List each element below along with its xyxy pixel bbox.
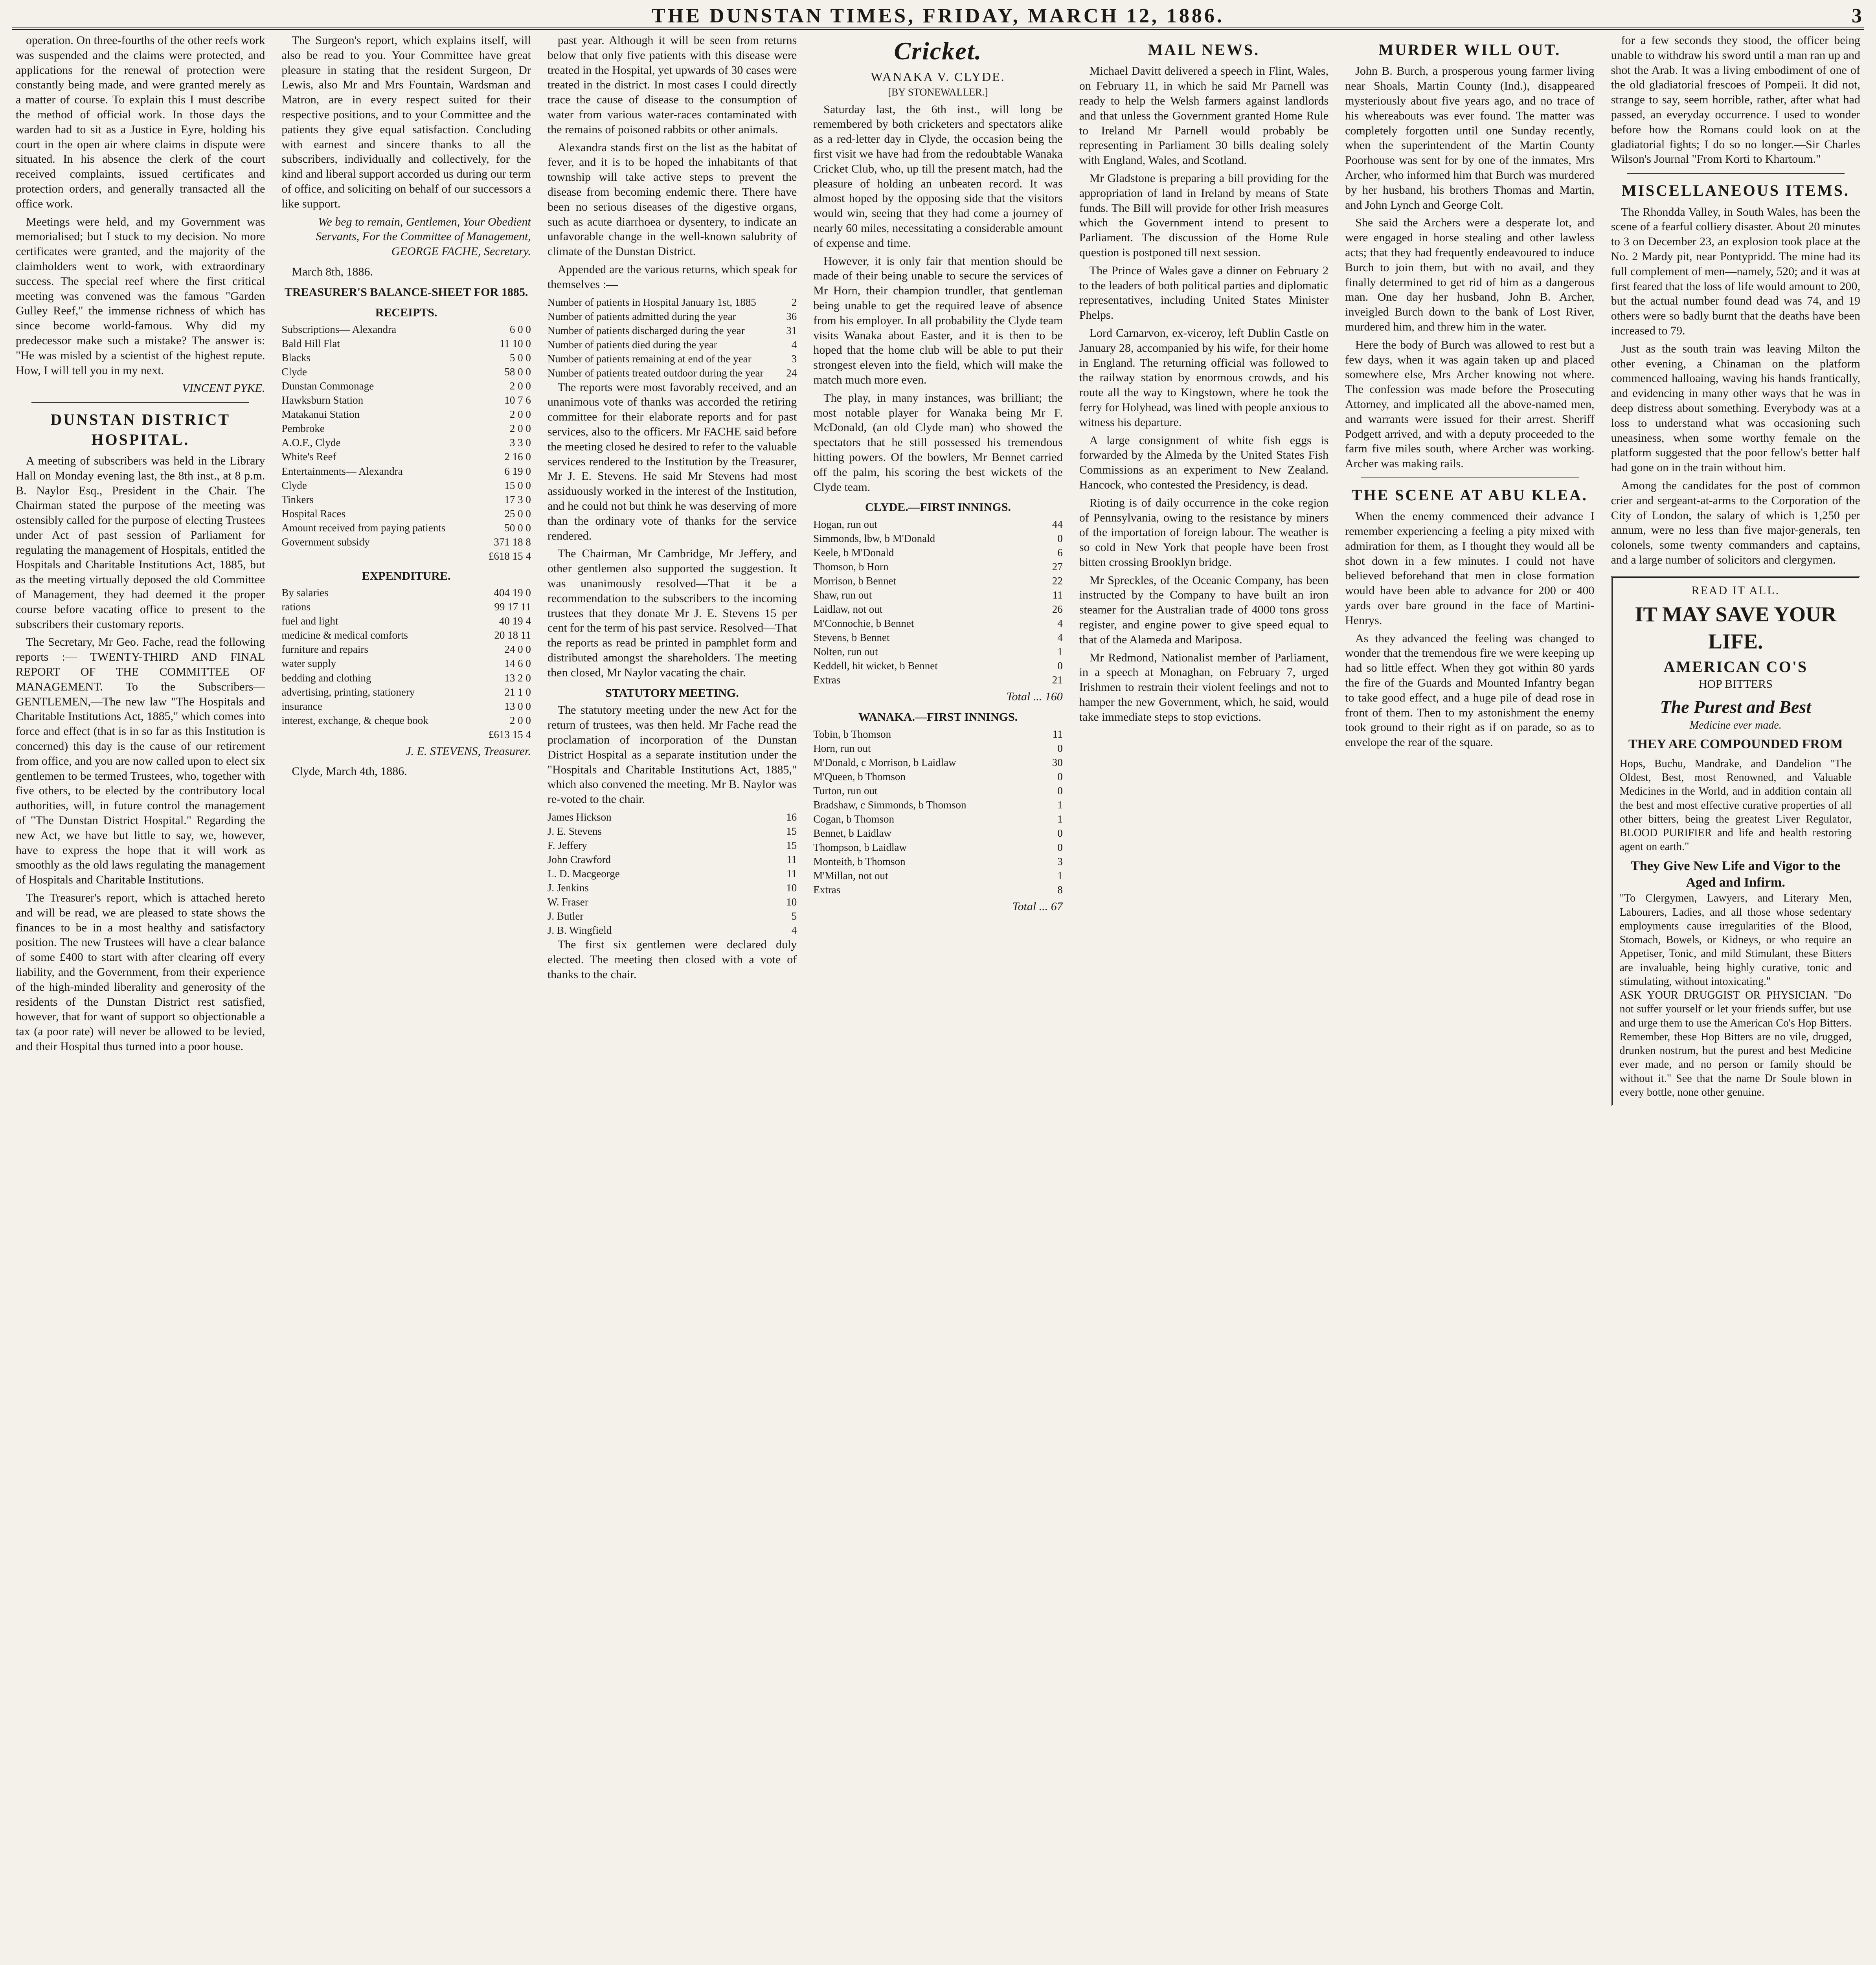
amount-cell: 17 3 0 — [504, 493, 531, 505]
ad-subtagline: Medicine ever made. — [1689, 719, 1782, 731]
batsman: Cogan, b Thomson — [813, 813, 895, 825]
table-row — [813, 869, 1062, 883]
ad-kicker: READ IT ALL. — [1691, 584, 1780, 597]
table-cell: Number of patients treated outdoor during the year — [547, 367, 764, 379]
article-paragraph: The Secretary, Mr Geo. Fache, read the following reports :— TWENTY-THIRD AND FINAL REPORT OF THE COMMITTEE OF MANAGEMENT. To the Subscribers— GENTLEMEN,—The new law "The Hospitals and Charitable Institutions Act, 1885," which comes into force and effect (that is in so far as this Institution is concerned) this day is the cause of our retirement from office, and you are now called upon to elect six gentlemen to be termed Trustees, who, together with five others, to be elected by the contributory local authorities, will, in future control the management of "The Dunstan District Hospital." Regarding the new Act, we have but little to say, we, however, have to express the hope that it will work as smoothly as the old laws regulating the management of Hospitals and Charitable Institutions. — [16, 635, 265, 887]
amount-cell: 371 18 8 — [494, 536, 531, 548]
table-row — [281, 685, 531, 699]
table-cell: insurance — [281, 700, 322, 712]
table-row — [548, 838, 797, 852]
ad-subheading: They Give New Life and Vigor to the Aged and Infirm. — [1631, 858, 1841, 890]
table-row — [813, 545, 1062, 560]
column-6 — [1341, 33, 1598, 1965]
table-cell: Dunstan Commonage — [281, 380, 374, 392]
table-cell: rations — [281, 601, 311, 613]
table-cell: interest, exchange, & cheque book — [281, 714, 428, 726]
table-row — [813, 727, 1062, 741]
batsman: Horn, run out — [813, 742, 871, 754]
runs: 0 — [1057, 771, 1063, 783]
table-row — [281, 507, 531, 521]
balance-sheet-title: TREASURER'S BALANCE-SHEET FOR 1885. — [284, 285, 528, 299]
article-paragraph: As they advanced the feeling was changed to wonder that the tremendous fire we were keeping up had so little effect. When they got within 80 yards the fire of the Guards and Mounted Infantry began to take good effect, and a huge pile of dead rose in front of them. Then to my astonishment the enemy took ground to their right as if on parade, so as to envelope the rear of the square. — [1345, 632, 1595, 749]
table-row — [281, 393, 531, 407]
expenditure-heading: EXPENDITURE. — [362, 569, 451, 582]
runs: 30 — [1052, 757, 1063, 769]
runs: 1 — [1057, 870, 1063, 882]
table-row — [813, 826, 1062, 840]
batsman: Hogan, run out — [813, 518, 878, 531]
value-cell: 2 — [791, 296, 797, 308]
table-row — [813, 531, 1062, 545]
article-paragraph: past year. Although it will be seen from returns below that only five patients with this disease were treated in the Hospital, yet upwards of 30 cases were treated in the district. In most cases I could directly trace the cause of disease to the consumption of water from various water-races contaminated with the remains of poisoned rabbits or other animals. — [547, 34, 797, 136]
table-row — [813, 854, 1062, 869]
column-4 — [809, 33, 1066, 1965]
news-paragraph: Mr Spreckles, of the Oceanic Company, has been instructed by the Company to have built an iron steamer for the Australian trade of 4000 tons gross register, and engine power to give speed equal to that of the Alameda and Mariposa. — [1079, 573, 1329, 646]
article-paragraph: When the enemy commenced their advance I remember experiencing a feeling a pity mixed with admiration for them, as I thought they would all be shot down in a few minutes. I could not have believed beforehand that men in close formation would have been able to advance for 200 or 400 yards over bare ground in the face of Martini-Henrys. — [1345, 510, 1595, 627]
table-cell: Subscriptions— Alexandra — [281, 323, 397, 336]
amount-cell: 58 0 0 — [504, 366, 531, 378]
innings-total: Total ... 67 — [1012, 900, 1063, 913]
candidate-name: W. Fraser — [547, 896, 588, 908]
column-1 — [12, 33, 269, 1965]
table-row — [281, 628, 531, 642]
dateline: Clyde, March 4th, 1886. — [292, 765, 407, 778]
ad-product: HOP BITTERS — [1698, 677, 1773, 691]
table-cell: Amount received from paying patients — [281, 522, 446, 534]
table-row — [281, 535, 531, 549]
column-3 — [544, 33, 801, 1965]
wanaka-scorecard — [813, 727, 1062, 897]
table-cell: By salaries — [281, 587, 329, 599]
article-paragraph: Meetings were held, and my Government was memorialised; but I stuck to my decision. No more certificates were granted, and the majority of the claimholders went to work, with extraordinary success. The special reef where the first critical meeting was convened was the famous "Garden Gulley Reef," the immense richness of which has since become world-famous. Why did my predecessor make such a mistake? The answer is: "He was misled by a scientist of the highest repute. How, I will tell you in my next. — [16, 215, 265, 377]
table-cell: Number of patients remaining at end of the year — [547, 353, 752, 365]
article-paragraph: However, it is only fair that mention should be made of their being unable to secure the services of Mr Horn, their champion trundler, that gentleman being unable to get the required leave of absence from his employer. In all probability the Clyde team visits Wanaka about Easter, and it is then to be hoped that the home club will be able to put their strongest eleven into the field, which will make the match much more even. — [813, 254, 1063, 387]
vote-count: 16 — [786, 811, 797, 823]
expenditure-table — [281, 586, 531, 741]
table-row — [548, 309, 797, 323]
batsman: M'Donald, c Morrison, b Laidlaw — [813, 757, 956, 769]
table-row — [548, 338, 797, 352]
value-cell: 4 — [791, 338, 797, 351]
batsman: Turton, run out — [813, 785, 878, 797]
batsman: M'Queen, b Thomson — [813, 771, 906, 783]
batsman: Stevens, b Bennet — [813, 632, 890, 644]
batsman: Keele, b M'Donald — [813, 547, 894, 559]
table-row — [281, 322, 531, 336]
table-row — [813, 883, 1062, 897]
batsman: M'Millan, not out — [813, 870, 888, 882]
article-paragraph: The Surgeon's report, which explains itself, will also be read to you. Your Committee have great pleasure in stating that the resident Surgeon, Dr Lewis, also Mr and Mrs Fountain, Wardsman and Matron, are in every respect suited for their respective positions, and to your Committee and the patients they give equal satisfaction. Concluding with earnest and sincere thanks to all the subscribers, individually and collectively, for the kind and liberal support accorded us during our term of office, and soliciting on behalf of our successors a like support. — [281, 34, 531, 210]
table-cell: White's Reef — [281, 451, 336, 463]
table-cell: A.O.F., Clyde — [281, 437, 341, 449]
table-cell: Tinkers — [281, 493, 314, 505]
table-row — [813, 602, 1062, 616]
amount-cell: 2 0 0 — [509, 408, 531, 421]
news-paragraph: Rioting is of daily occurrence in the coke region of Pennsylvania, owing to the resistance by miners of the importation of foreign labour. The weather is so cold in New York that people have been frost bitten crossing Brooklyn bridge. — [1079, 496, 1329, 569]
candidate-name: J. Butler — [547, 910, 584, 922]
article-paragraph: Just as the south train was leaving Milton the other evening, a Chinaman on the platform commenced halloaing, waving his hands frantically, and evidencing in many other ways that he was in deep distress about something. Everybody was at a loss to understand what was occasioning such uneasiness, when some worthy female on the platform suggested that the poor fellow's better half had gone on in the train without him. — [1611, 342, 1860, 474]
table-row — [813, 798, 1062, 812]
runs: 0 — [1057, 742, 1063, 754]
ad-body: ASK YOUR DRUGGIST OR PHYSICIAN. "Do not suffer yourself or let your friends suffer, but use and urge them to use the American Co's Hop Bitters. Remember, these Hop Bitters are no vile, drugged, drunken nostrum, but the purest and best Medicine ever made, and no person or family should be without it." See that the name Dr Soule blown in every bottle, none other genuine. — [1619, 989, 1852, 1099]
table-cell: Government subsidy — [281, 536, 370, 548]
batsman: Bradshaw, c Simmonds, b Thomson — [813, 799, 966, 811]
batsman: Bennet, b Laidlaw — [813, 827, 891, 839]
vote-count: 5 — [791, 910, 797, 922]
batsman: Morrison, b Bennet — [813, 575, 897, 587]
candidate-name: J. Jenkins — [547, 882, 589, 894]
section-divider — [1361, 477, 1578, 478]
ad-headline: IT MAY SAVE YOUR LIFE. — [1635, 602, 1837, 653]
table-cell: Number of patients in Hospital January 1st, 1885 — [547, 296, 756, 308]
table-cell: Clyde — [281, 366, 307, 378]
receipts-heading: RECEIPTS. — [375, 306, 437, 319]
clyde-scorecard — [813, 517, 1062, 687]
newspaper-title: THE DUNSTAN TIMES, FRIDAY, MARCH 12, 1886. — [652, 4, 1224, 27]
runs: 11 — [1052, 589, 1063, 601]
runs: 22 — [1052, 575, 1063, 587]
table-row — [281, 521, 531, 535]
article-paragraph: The first six gentlemen were declared duly elected. The meeting then closed with a vote of thanks to the chair. — [547, 938, 797, 981]
table-row — [813, 755, 1062, 769]
table-row — [548, 867, 797, 881]
runs: 1 — [1057, 813, 1063, 825]
batsman: Laidlaw, not out — [813, 603, 883, 615]
table-row — [281, 614, 531, 628]
column-5 — [1075, 33, 1332, 1965]
table-row — [548, 881, 797, 895]
runs: 21 — [1052, 674, 1063, 686]
table-cell: furniture and repairs — [281, 643, 368, 656]
article-paragraph: The reports were most favorably received, and an unanimous vote of thanks was accorded the retiring committee for their elaborate reports and for past services, also to the officers. Mr FACHE said before the meeting closed he desired to refer to the valuable services rendered to the Institution by the Treasurer, Mr J. E. Stevens. He said Mr Stevens had most assiduously worked in the interest of the Institution, and he could not but think he was deserving of more than the ordinary vote of thanks for the service rendered. — [547, 380, 797, 542]
section-heading: MURDER WILL OUT. — [1378, 41, 1561, 59]
runs: 8 — [1057, 884, 1063, 896]
hospital-returns-table — [548, 295, 797, 380]
column-2 — [277, 33, 535, 1965]
amount-cell: 2 0 0 — [509, 422, 531, 435]
table-row — [281, 713, 531, 727]
amount-cell: 404 19 0 — [494, 587, 531, 599]
article-paragraph: Alexandra stands first on the list as the habitat of fever, and it is to be hoped the inhabitants of that township will take active steps to prevent the disease from becoming endemic there. There have been no serious diseases of the digestive organs, such as acute diarrhoea or dysentery, to indicate an unfavorable change in the well-known salubrity of climate of the Dunstan District. — [547, 141, 797, 258]
column-7 — [1607, 33, 1864, 1965]
hop-bitters-advertisement — [1611, 576, 1860, 1107]
ad-compounded-heading: THEY ARE COMPOUNDED FROM — [1628, 736, 1843, 751]
table-cell: Pembroke — [281, 422, 325, 435]
table-row — [548, 923, 797, 937]
amount-cell: 2 0 0 — [509, 714, 531, 726]
election-votes-table — [548, 810, 797, 937]
runs: 0 — [1057, 660, 1063, 672]
table-row — [281, 478, 531, 492]
table-cell: Number of patients died during the year — [547, 338, 717, 351]
ad-tagline: The Purest and Best — [1660, 696, 1812, 717]
table-row — [281, 699, 531, 713]
amount-cell: 14 6 0 — [504, 657, 531, 670]
runs: 0 — [1057, 785, 1063, 797]
table-row — [281, 379, 531, 393]
section-heading: MISCELLANEOUS ITEMS. — [1621, 182, 1850, 200]
vote-count: 11 — [786, 868, 797, 880]
vote-count: 15 — [786, 839, 797, 851]
amount-cell: 6 19 0 — [504, 465, 531, 477]
byline: [BY STONEWALLER.] — [888, 86, 988, 98]
article-paragraph: for a few seconds they stood, the officer being unable to withdraw his sword until a man ran up and shot the Arab. It was a living embodiment of one of the old gladiatorial frescoes of Pompeii. It did not, strange to say, seem horrible, rather, after what had passed, an everyday occurrence. I used to wonder before how the Romans could look on at the gladiatorial fights; I do so no longer.—Sir Charles Wilson's Journal "From Korti to Khartoum." — [1611, 34, 1860, 166]
signature: VINCENT PYKE. — [182, 382, 265, 395]
table-row — [281, 586, 531, 600]
table-row — [281, 435, 531, 450]
ad-brand: AMERICAN CO'S — [1663, 657, 1808, 676]
table-row — [548, 323, 797, 338]
table-row — [281, 450, 531, 464]
table-row — [813, 616, 1062, 630]
article-paragraph: A meeting of subscribers was held in the Library Hall on Monday evening last, the 8th inst., at 8 p.m. B. Naylor Esq., President in the Chair. The Chairman stated the purpose of the meeting was ostensibly called for the purpose of electing Trustees under Act of past session of Parliament for regulating the management of Hospitals, entitled the Hospitals and Charitable Institutions Act, 1885, but as the meeting virtually deposed the old Committee of Management, they had deemed it the proper course before vacating office to present to the subscribers their customary reports. — [16, 454, 265, 631]
table-row — [281, 600, 531, 614]
runs: 44 — [1052, 518, 1063, 531]
newspaper-columns — [12, 33, 1864, 1965]
table-row — [813, 560, 1062, 574]
total-row — [281, 549, 531, 563]
returns-intro: Appended are the various returns, which speak for themselves :— — [547, 263, 797, 291]
article-paragraph: Saturday last, the 6th inst., will long be remembered by both cricketers and spectators alike as a red-letter day in Clyde, the occasion being the first visit we have had from the redoubtable Wanaka Cricket Club, who, up till the present match, had the pleasure of holding an unbeaten record. It was almost hoped by the opposing side that the visitors would win, seeing that they had come a journey of nearly 60 miles, necessitating a considerable amount of expense and time. — [813, 103, 1063, 250]
batsman: Simmonds, lbw, b M'Donald — [813, 533, 935, 545]
amount-cell: 5 0 0 — [509, 352, 531, 364]
runs: 26 — [1052, 603, 1063, 615]
innings-total: Total ... 160 — [1006, 690, 1063, 703]
news-paragraph: Mr Gladstone is preparing a bill providing for the appropriation of land in Ireland by means of State funds. The Bill will provide for other Irish measures which the Government intend to present to Parliament. The discussion of the Home Rule question is postponed till next session. — [1079, 171, 1329, 259]
match-title: WANAKA V. CLYDE. — [871, 69, 1005, 84]
vote-count: 15 — [786, 825, 797, 837]
table-row — [281, 642, 531, 656]
table-row — [813, 741, 1062, 755]
table-row — [548, 909, 797, 923]
value-cell: 36 — [786, 310, 797, 322]
candidate-name: James Hickson — [547, 811, 612, 823]
amount-cell: 24 0 0 — [504, 643, 531, 656]
batsman: Extras — [813, 674, 841, 686]
table-row — [548, 895, 797, 909]
runs: 4 — [1057, 617, 1063, 630]
batsman: M'Connochie, b Bennet — [813, 617, 914, 630]
section-divider — [31, 402, 249, 403]
amount-cell: 3 3 0 — [509, 437, 531, 449]
table-row — [281, 464, 531, 478]
value-cell: 24 — [786, 367, 797, 379]
amount-cell: 21 1 0 — [504, 686, 531, 698]
table-cell: Number of patients discharged during the year — [547, 324, 745, 336]
amount-cell: 13 2 0 — [504, 672, 531, 684]
table-row — [813, 630, 1062, 645]
table-row — [813, 812, 1062, 826]
table-cell: Blacks — [281, 352, 311, 364]
batsman: Monteith, b Thomson — [813, 856, 906, 868]
article-paragraph: Here the body of Burch was allowed to rest but a few days, when it was again taken up and placed somewhere else, Mrs Archer knowing not where. The confession was made before the Prosecuting Attorney, and implicated all the above-named men, and warrants were issued for their arrest. Sheriff Podgett arrived, and with a deputy proceeded to the farm five miles south, where Archer was working. Archer was making rails. — [1345, 338, 1595, 470]
batsman: Shaw, run out — [813, 589, 872, 601]
innings-heading: CLYDE.—FIRST INNINGS. — [865, 501, 1011, 514]
table-row — [813, 784, 1062, 798]
section-subheading: STATUTORY MEETING. — [605, 686, 739, 700]
table-row — [281, 656, 531, 670]
candidate-name: J. E. Stevens — [547, 825, 602, 837]
amount-cell: 50 0 0 — [504, 522, 531, 534]
table-row — [281, 671, 531, 685]
table-cell: fuel and light — [281, 615, 338, 627]
table-cell: Number of patients admitted during the year — [547, 310, 736, 322]
article-paragraph: The Chairman, Mr Cambridge, Mr Jeffery, and other gentlemen also supported the suggestion. It was unanimously resolved—That it be a recommendation to the subscribers to the incoming trustees that they donate Mr J. E. Stevens 15 per cent for the term of his past service. Resolved—That the reports as read be printed in pamphlet form and distributed amongst the shareholders. The meeting then closed, Mr Naylor vacating the chair. — [547, 547, 797, 679]
amount-cell: 11 10 0 — [499, 338, 531, 350]
runs: 1 — [1057, 799, 1063, 811]
amount-cell: 2 0 0 — [509, 380, 531, 392]
amount-cell: 40 19 4 — [499, 615, 531, 627]
table-row — [548, 852, 797, 867]
committee-signoff: We beg to remain, Gentlemen, Your Obedient Servants, For the Committee of Management, GEORGE FACHE, Secretary. — [316, 215, 531, 258]
ad-body: "To Clergymen, Lawyers, and Literary Men, Labourers, Ladies, and all those whose sedentary employments cause irregularities of the Blood, Stomach, Bowels, or Kidneys, or who require an Appetiser, Tonic, and mild Stimulant, these Bitters are invaluable, being highly curative, tonic and stimulating, without intoxicating." — [1619, 892, 1852, 988]
article-paragraph: She said the Archers were a desperate lot, and were engaged in horse stealing and other lawless acts; that they had frequently endeavoured to induce Burch to join them, but with no avail, and they finally determined to get rid of him as a dangerous man. One day her husband, John B. Archer, inveigled Burch down to the bank of Lost River, murdered him, and threw him in the water. — [1345, 216, 1595, 333]
table-cell: Bald Hill Flat — [281, 338, 340, 350]
vote-count: 10 — [786, 896, 797, 908]
candidate-name: F. Jeffery — [547, 839, 587, 851]
receipts-table — [281, 322, 531, 563]
section-heading: MAIL NEWS. — [1148, 41, 1260, 59]
amount-cell: 20 18 11 — [494, 629, 531, 641]
runs: 0 — [1057, 827, 1063, 839]
batsman: Thomson, b Horn — [813, 561, 889, 573]
table-row — [281, 351, 531, 365]
article-paragraph: The statutory meeting under the new Act for the return of trustees, was then held. Mr Fache read the proclamation of incorporation of the Dunstan District Hospital as a separate institution under the "Hospitals and Charitable Institutions Act, 1885," which also convened the meeting. Mr B. Naylor was re-voted to the chair. — [547, 703, 797, 806]
batsman: Extras — [813, 884, 841, 896]
table-cell: Clyde — [281, 479, 307, 491]
table-cell: Hospital Races — [281, 507, 346, 520]
runs: 0 — [1057, 841, 1063, 854]
runs: 11 — [1052, 728, 1063, 740]
article-paragraph: The play, in many instances, was brilliant; the most notable player for Wanaka being Mr F. McDonald, (an old Clyde man) who showed the spectators that he still possessed his tremendous hitting powers. Of the bowlers, Mr Bennet carried off the palm, his scoring the best wickets of the Clyde team. — [813, 391, 1063, 494]
amount-cell: 13 0 0 — [504, 700, 531, 712]
news-paragraph: A large consignment of white fish eggs is forwarded by the Almeda by the United States Fish Commissions as an experiment to New Zealand. Hancock, who contested the Presidency, is dead. — [1079, 433, 1329, 491]
table-cell: Entertainments— Alexandra — [281, 465, 403, 477]
expenditure-total: £613 15 4 — [488, 728, 531, 740]
article-paragraph: Among the candidates for the post of common crier and sergeant-at-arms to the Corporation of the City of London, the salary of which is 1,250 per annum, were no less than five major-generals, ten colonels, some twenty commanders and captains, and a large number of solicitors and clergymen. — [1611, 479, 1860, 566]
table-row — [281, 365, 531, 379]
table-row — [281, 407, 531, 421]
receipts-total: £618 15 4 — [488, 550, 531, 562]
table-row — [813, 517, 1062, 531]
amount-cell: 6 0 0 — [509, 323, 531, 336]
amount-cell: 25 0 0 — [504, 507, 531, 520]
batsman: Keddell, hit wicket, b Bennet — [813, 660, 938, 672]
treasurer-signature: J. E. STEVENS, Treasurer. — [406, 744, 531, 758]
news-paragraph: Lord Carnarvon, ex-viceroy, left Dublin Castle on January 28, accompanied by his wife, for their home in England. The returning official was followed to the railway station by enormous crowds, and his route all the way to Kingstown, where he took the ferry for Holyhead, was lined with people anxious to witness his departure. — [1079, 326, 1329, 429]
table-row — [548, 352, 797, 366]
runs: 3 — [1057, 856, 1063, 868]
table-row — [548, 366, 797, 380]
runs: 4 — [1057, 632, 1063, 644]
candidate-name: L. D. Macgeorge — [547, 868, 620, 880]
article-paragraph: The Treasurer's report, which is attached hereto and will be read, we are pleased to state shows the finances to be in a most healthy and satisfactory position. The new Trustees will have a clear balance of some £400 to start with after clearing off every liability, and the Government, from their experience of the high-minded liberality and generosity of the residents of the Dunstan District rest satisfied, however, that for want of support so objectionable a tax (a poor rate) will never be allowed to be levied, and their Hospital thus turned into a poor house. — [16, 891, 265, 1053]
vote-count: 4 — [791, 924, 797, 937]
masthead — [12, 4, 1864, 30]
table-row — [281, 336, 531, 351]
table-cell: Matakanui Station — [281, 408, 360, 421]
table-cell: water supply — [281, 657, 336, 670]
page-number: 3 — [1852, 4, 1864, 27]
news-paragraph: The Prince of Wales gave a dinner on February 2 to the leaders of both political parties and diplomatic representatives, including United States Minister Phelps. — [1079, 264, 1329, 322]
table-row — [281, 492, 531, 507]
vote-count: 11 — [786, 854, 797, 865]
batsman: Tobin, b Thomson — [813, 728, 891, 740]
batsman: Thompson, b Laidlaw — [813, 841, 907, 854]
section-heading: DUNSTAN DISTRICT HOSPITAL. — [50, 411, 231, 448]
table-row — [813, 769, 1062, 784]
section-divider — [1627, 173, 1845, 174]
runs: 27 — [1052, 561, 1063, 573]
table-cell: advertising, printing, stationery — [281, 686, 415, 698]
news-paragraph: Michael Davitt delivered a speech in Flint, Wales, on February 11, in which he said Mr Parnell was ready to help the Welsh farmers against landlords and that unless the Government granted Home Rule to Ireland Mr Parnell would probably be representing in Parliament 30 bills dealing solely with England, Wales, and Scotland. — [1079, 64, 1329, 167]
runs: 0 — [1057, 533, 1063, 545]
table-row — [548, 810, 797, 824]
value-cell: 31 — [786, 324, 797, 336]
amount-cell: 15 0 0 — [504, 479, 531, 491]
table-row — [548, 824, 797, 838]
table-row — [548, 295, 797, 309]
article-paragraph: The Rhondda Valley, in South Wales, has been the scene of a fearful colliery disaster. About 20 minutes to 3 on December 23, an explosion took place at the No. 2 Mardy pit, near Pontypridd. The mine had its full complement of men—namely, 520; and it was at first feared that the loss of life would amount to 200, but the actual number found dead was 74, and 19 others were so badly burnt that the deaths have been increased to 79. — [1611, 205, 1860, 337]
cricket-section-title: Cricket. — [894, 37, 982, 65]
table-row — [813, 659, 1062, 673]
amount-cell: 2 16 0 — [504, 451, 531, 463]
table-row — [813, 840, 1062, 854]
article-paragraph: operation. On three-fourths of the other reefs work was suspended and the claims were protected, and applications for the renewal of protection were constantly being made, and were granted merely as a matter of course. To explain this I must describe the method of official work. In those days the warden had to sit as a Justice in Eyre, holding his court in the open air where claims in dispute were situated. In his absence the clerk of the court received complaints, issued certificates and protection orders, and generally transacted all the office work. — [16, 34, 265, 210]
table-row — [813, 673, 1062, 687]
amount-cell: 10 7 6 — [504, 394, 531, 406]
value-cell: 3 — [791, 353, 797, 365]
total-row — [281, 727, 531, 742]
table-row — [281, 421, 531, 435]
candidate-name: J. B. Wingfield — [547, 924, 612, 937]
section-heading: THE SCENE AT ABU KLEA. — [1351, 486, 1588, 504]
table-cell: medicine & medical comforts — [281, 629, 408, 641]
runs: 6 — [1057, 547, 1063, 559]
table-row — [813, 574, 1062, 588]
table-cell: Hawksburn Station — [281, 394, 364, 406]
table-cell: bedding and clothing — [281, 672, 371, 684]
innings-heading: WANAKA.—FIRST INNINGS. — [858, 711, 1018, 724]
article-paragraph: John B. Burch, a prosperous young farmer living near Shoals, Martin County (Ind.), disappeared mysteriously about five years ago, and no trace of his whereabouts was ever found. The matter was completely forgotten until one Sunday recently, when the superintendent of the Martin County Poorhouse was sent for by one of the inmates, Mrs Archer, who informed him that Burch was murdered by her husband, his brothers Thomas and Martin, and John Lynch and George Colt. — [1345, 64, 1595, 211]
vote-count: 10 — [786, 882, 797, 894]
table-row — [813, 588, 1062, 602]
table-row — [813, 645, 1062, 659]
candidate-name: John Crawford — [547, 854, 611, 865]
ad-body: Hops, Buchu, Mandrake, and Dandelion "The Oldest, Best, most Renowned, and Valuable Medicines in the World, and in addition contain all the best and most effective curative properties of all other bitters, being the greatest Liver Regulator, BLOOD PURIFIER and life and health restoring agent on earth." — [1619, 757, 1852, 853]
runs: 1 — [1057, 646, 1063, 658]
amount-cell: 99 17 11 — [494, 601, 531, 613]
batsman: Nolten, run out — [813, 646, 878, 658]
dateline: March 8th, 1886. — [292, 265, 373, 278]
news-paragraph: Mr Redmond, Nationalist member of Parliament, in a speech at Monaghan, on February 7, urged Irishmen to restrain their violent feelings and not to hamper the new Government, which, he said, would take immediate steps to stop evictions. — [1079, 651, 1329, 724]
